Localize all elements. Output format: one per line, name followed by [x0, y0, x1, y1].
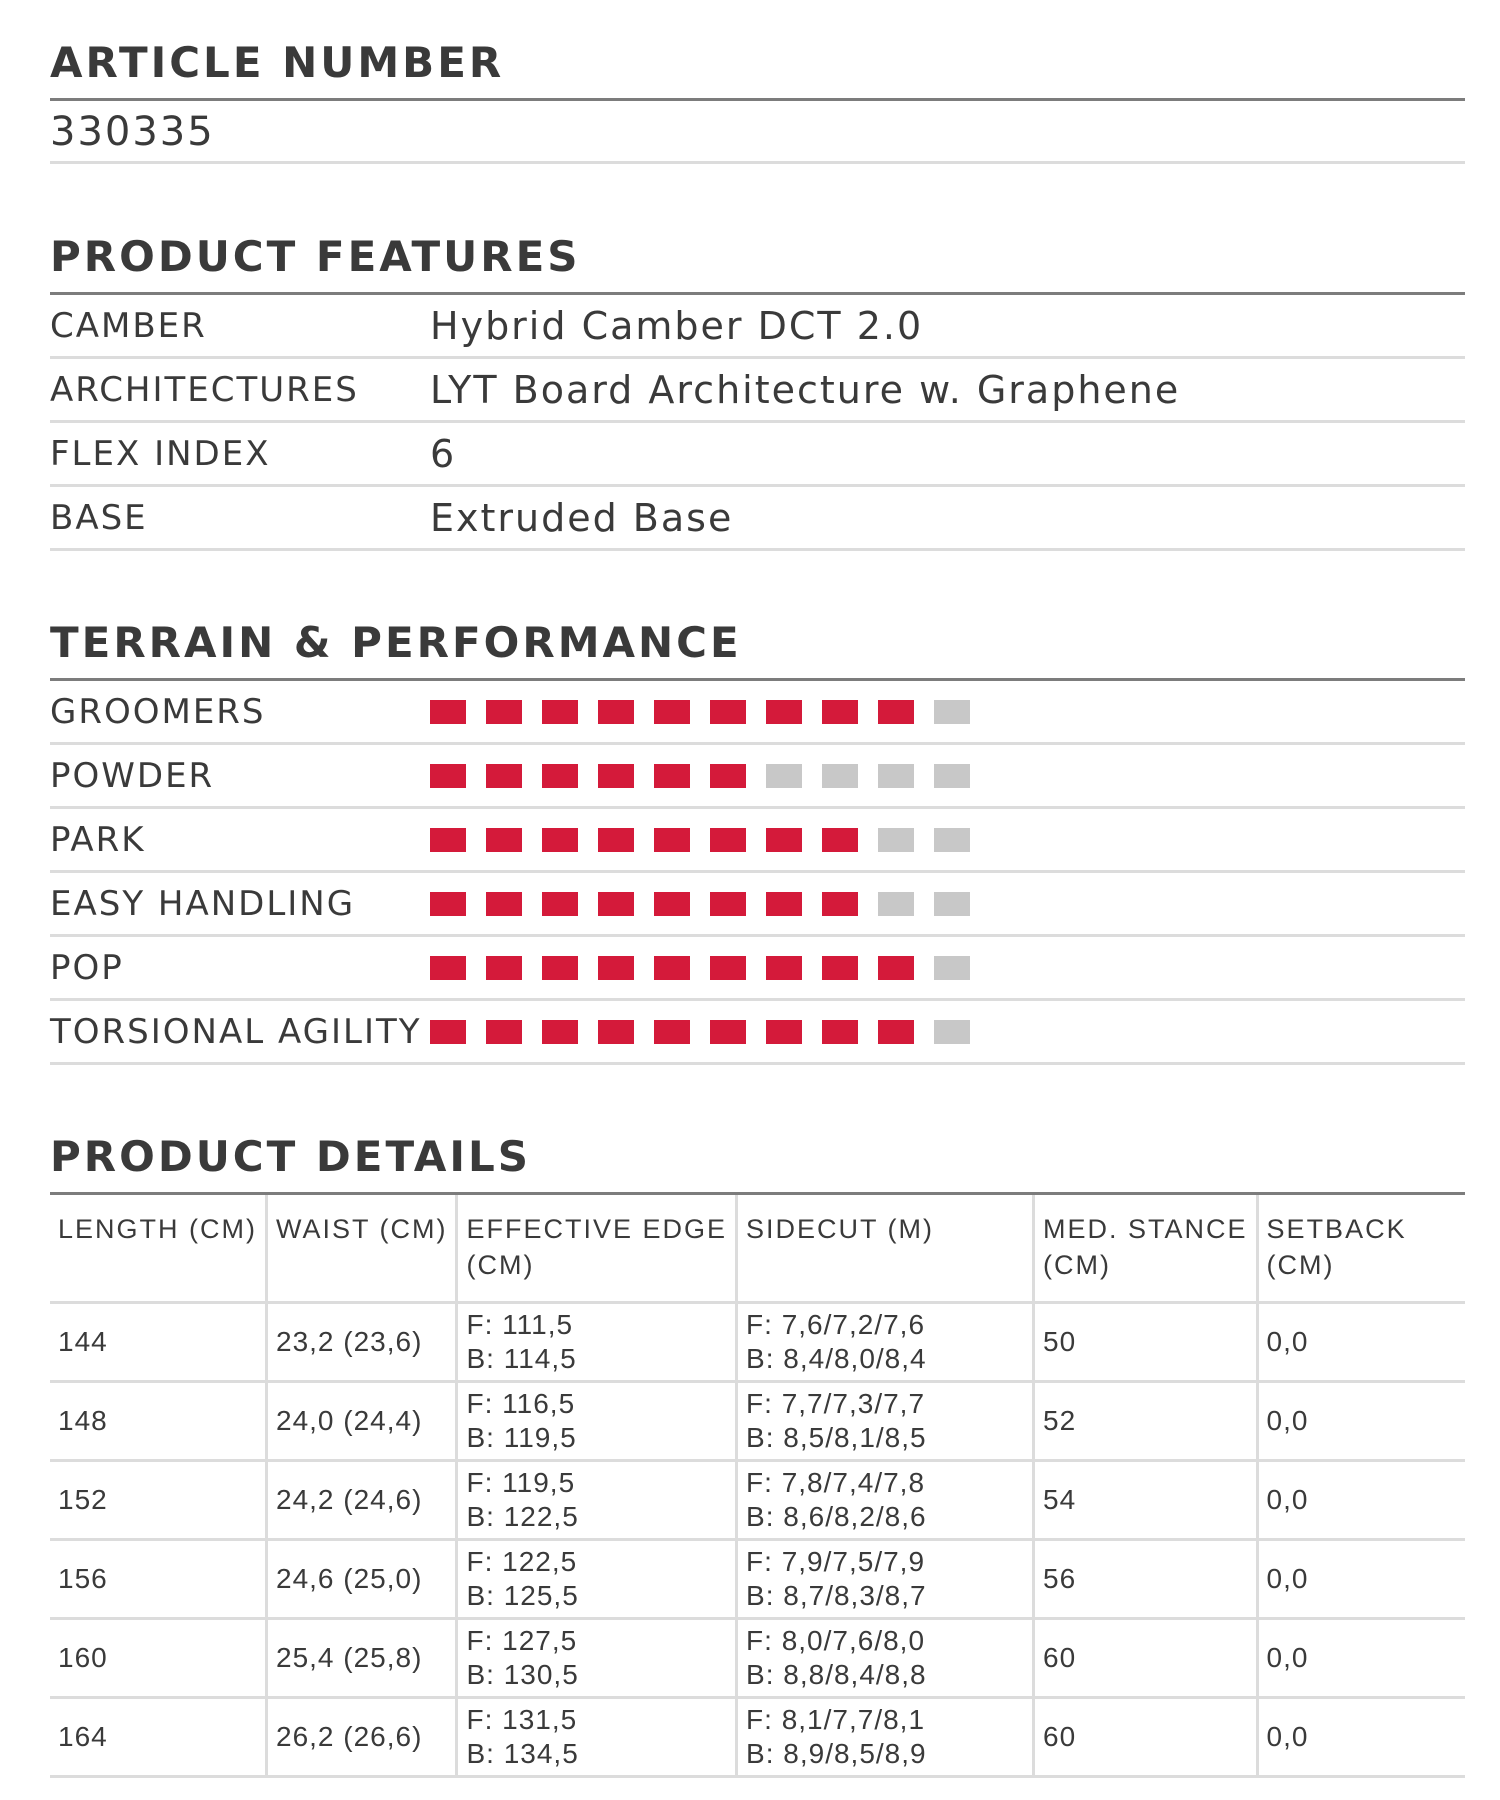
rating-square-filled	[542, 700, 578, 724]
terrain-row-easy-handling	[50, 873, 1465, 934]
rating-square-filled	[430, 956, 466, 980]
rating-square-empty	[934, 956, 970, 980]
length-cell: 144	[50, 1303, 267, 1382]
rating-square-filled	[430, 1020, 466, 1044]
terrain-row-powder	[50, 745, 1465, 806]
terrain-row-park	[50, 809, 1465, 870]
edge-front: F: 127,5	[466, 1625, 578, 1656]
terrain-heading: TERRAIN & PERFORMANCE	[50, 618, 742, 667]
terrain-label: PARK	[50, 819, 146, 860]
column-header-length	[50, 1195, 267, 1303]
rating-square-empty	[766, 764, 802, 788]
rating-square-filled	[598, 828, 634, 852]
stance-cell: 60	[1034, 1698, 1258, 1777]
effective-edge-cell	[457, 1698, 737, 1777]
effective-edge-cell	[457, 1303, 737, 1382]
column-header-line: LENGTH (CM)	[58, 1214, 257, 1244]
article-heading: ARTICLE NUMBER	[50, 38, 505, 87]
sidecut-back: B: 8,7/8,3/8,7	[746, 1580, 927, 1611]
rating-square-filled	[542, 892, 578, 916]
column-header-med-stance	[1034, 1195, 1258, 1303]
terrain-label: TORSIONAL AGILITY	[50, 1011, 422, 1052]
feature-value: LYT Board Architecture w. Graphene	[430, 367, 1181, 412]
sidecut-cell	[737, 1619, 1034, 1698]
column-header-line: MED. STANCE	[1043, 1214, 1248, 1244]
edge-back: B: 114,5	[466, 1343, 577, 1374]
rating-square-filled	[654, 956, 690, 980]
column-header-line: (CM)	[466, 1250, 535, 1280]
terrain-label: POWDER	[50, 755, 215, 796]
sidecut-cell	[737, 1698, 1034, 1777]
rating-square-filled	[654, 700, 690, 724]
rating-bar	[430, 892, 970, 916]
stance-cell: 56	[1034, 1540, 1258, 1619]
feature-value: Extruded Base	[430, 495, 734, 540]
setback-cell: 0,0	[1257, 1698, 1465, 1777]
rating-square-filled	[878, 700, 914, 724]
column-header-setback	[1257, 1195, 1465, 1303]
setback-cell: 0,0	[1257, 1461, 1465, 1540]
feature-row-flex-index	[50, 423, 1465, 484]
rating-bar	[430, 700, 970, 724]
terrain-list	[50, 681, 1465, 1065]
rating-square-filled	[430, 828, 466, 852]
waist-cell: 24,0 (24,4)	[267, 1382, 457, 1461]
rating-square-filled	[486, 956, 522, 980]
divider	[50, 161, 1465, 164]
terrain-row-torsional-agility	[50, 1001, 1465, 1062]
rating-square-empty	[878, 764, 914, 788]
edge-back: B: 122,5	[466, 1501, 579, 1532]
rating-square-filled	[542, 956, 578, 980]
rating-square-filled	[486, 700, 522, 724]
waist-cell: 24,6 (25,0)	[267, 1540, 457, 1619]
edge-front: F: 131,5	[466, 1704, 578, 1735]
rating-bar	[430, 956, 970, 980]
sidecut-front: F: 7,7/7,3/7,7	[746, 1388, 926, 1419]
column-header-line: SIDECUT (M)	[746, 1214, 935, 1244]
length-cell: 164	[50, 1698, 267, 1777]
rating-square-filled	[486, 828, 522, 852]
table-row	[50, 1540, 1465, 1619]
effective-edge-cell	[457, 1382, 737, 1461]
features-list	[50, 295, 1465, 551]
rating-square-filled	[430, 892, 466, 916]
rating-square-filled	[878, 956, 914, 980]
sidecut-back: B: 8,5/8,1/8,5	[746, 1422, 927, 1453]
feature-label: ARCHITECTURES	[50, 369, 359, 410]
column-header-effective-edge	[457, 1195, 737, 1303]
terrain-row-pop	[50, 937, 1465, 998]
feature-row-architectures	[50, 359, 1465, 420]
column-header-line: WAIST (CM)	[276, 1214, 448, 1244]
waist-cell: 24,2 (24,6)	[267, 1461, 457, 1540]
rating-square-empty	[934, 764, 970, 788]
rating-square-empty	[934, 828, 970, 852]
rating-square-empty	[878, 892, 914, 916]
edge-back: B: 130,5	[466, 1659, 579, 1690]
terrain-row-groomers	[50, 681, 1465, 742]
edge-back: B: 134,5	[466, 1738, 579, 1769]
rating-square-filled	[710, 764, 746, 788]
rating-bar	[430, 764, 970, 788]
rating-square-filled	[486, 1020, 522, 1044]
table-row	[50, 1698, 1465, 1777]
rating-square-filled	[878, 1020, 914, 1044]
rating-square-filled	[822, 1020, 858, 1044]
rating-square-filled	[710, 956, 746, 980]
table-header-row	[50, 1195, 1465, 1303]
sidecut-front: F: 7,8/7,4/7,8	[746, 1467, 926, 1498]
rating-square-filled	[598, 956, 634, 980]
feature-label: CAMBER	[50, 305, 207, 346]
rating-square-filled	[430, 700, 466, 724]
column-header-line: EFFECTIVE EDGE	[466, 1214, 728, 1244]
rating-square-filled	[542, 828, 578, 852]
details-heading: PRODUCT DETAILS	[50, 1132, 531, 1181]
feature-row-base	[50, 487, 1465, 548]
rating-square-empty	[934, 1020, 970, 1044]
rating-square-filled	[766, 1020, 802, 1044]
terrain-label: POP	[50, 947, 124, 988]
waist-cell: 25,4 (25,8)	[267, 1619, 457, 1698]
table-body	[50, 1303, 1465, 1777]
rating-square-filled	[598, 700, 634, 724]
terrain-label: EASY HANDLING	[50, 883, 356, 924]
effective-edge-cell	[457, 1540, 737, 1619]
rating-square-filled	[654, 764, 690, 788]
edge-back: B: 119,5	[466, 1422, 577, 1453]
rating-square-filled	[542, 764, 578, 788]
rating-square-filled	[766, 828, 802, 852]
terrain-label: GROOMERS	[50, 691, 266, 732]
sidecut-front: F: 8,1/7,7/8,1	[746, 1704, 926, 1735]
terrain-section	[50, 618, 1465, 1065]
rating-square-filled	[598, 1020, 634, 1044]
article-section	[50, 38, 1465, 164]
setback-cell: 0,0	[1257, 1619, 1465, 1698]
edge-front: F: 111,5	[466, 1309, 574, 1340]
divider	[50, 548, 1465, 551]
stance-cell: 52	[1034, 1382, 1258, 1461]
rating-square-filled	[822, 956, 858, 980]
edge-front: F: 122,5	[466, 1546, 578, 1577]
details-section	[50, 1132, 1465, 1778]
rating-square-filled	[710, 828, 746, 852]
edge-back: B: 125,5	[466, 1580, 579, 1611]
rating-square-filled	[766, 956, 802, 980]
rating-square-filled	[710, 892, 746, 916]
sidecut-back: B: 8,6/8,2/8,6	[746, 1501, 927, 1532]
sidecut-back: B: 8,9/8,5/8,9	[746, 1738, 927, 1769]
setback-cell: 0,0	[1257, 1382, 1465, 1461]
rating-square-filled	[598, 764, 634, 788]
rating-square-filled	[486, 892, 522, 916]
table-row	[50, 1461, 1465, 1540]
rating-square-filled	[430, 764, 466, 788]
stance-cell: 54	[1034, 1461, 1258, 1540]
divider	[50, 1062, 1465, 1065]
features-section	[50, 232, 1465, 551]
column-header-line: (CM)	[1043, 1250, 1112, 1280]
details-table	[50, 1195, 1465, 1778]
rating-square-filled	[822, 700, 858, 724]
sidecut-front: F: 8,0/7,6/8,0	[746, 1625, 926, 1656]
column-header-waist	[267, 1195, 457, 1303]
table-row	[50, 1382, 1465, 1461]
rating-square-filled	[766, 700, 802, 724]
sidecut-back: B: 8,8/8,4/8,8	[746, 1659, 927, 1690]
length-cell: 156	[50, 1540, 267, 1619]
edge-front: F: 116,5	[466, 1388, 576, 1419]
feature-row-camber	[50, 295, 1465, 356]
waist-cell: 23,2 (23,6)	[267, 1303, 457, 1382]
waist-cell: 26,2 (26,6)	[267, 1698, 457, 1777]
rating-square-filled	[654, 1020, 690, 1044]
rating-square-empty	[934, 700, 970, 724]
rating-square-filled	[486, 764, 522, 788]
feature-value: 6	[430, 431, 457, 476]
rating-square-filled	[654, 892, 690, 916]
sidecut-cell	[737, 1303, 1034, 1382]
rating-square-filled	[822, 892, 858, 916]
rating-square-filled	[654, 828, 690, 852]
table-row	[50, 1303, 1465, 1382]
stance-cell: 60	[1034, 1619, 1258, 1698]
rating-square-filled	[710, 1020, 746, 1044]
edge-front: F: 119,5	[466, 1467, 576, 1498]
effective-edge-cell	[457, 1461, 737, 1540]
feature-label: BASE	[50, 497, 148, 538]
setback-cell: 0,0	[1257, 1303, 1465, 1382]
rating-bar	[430, 828, 970, 852]
features-heading: PRODUCT FEATURES	[50, 232, 581, 281]
feature-label: FLEX INDEX	[50, 433, 271, 474]
rating-square-filled	[598, 892, 634, 916]
sidecut-back: B: 8,4/8,0/8,4	[746, 1343, 927, 1374]
sidecut-front: F: 7,9/7,5/7,9	[746, 1546, 926, 1577]
rating-square-filled	[822, 828, 858, 852]
effective-edge-cell	[457, 1619, 737, 1698]
column-header-sidecut	[737, 1195, 1034, 1303]
rating-square-empty	[878, 828, 914, 852]
sidecut-cell	[737, 1461, 1034, 1540]
column-header-line: (CM)	[1266, 1250, 1335, 1280]
sidecut-front: F: 7,6/7,2/7,6	[746, 1309, 926, 1340]
length-cell: 160	[50, 1619, 267, 1698]
rating-square-empty	[822, 764, 858, 788]
table-row	[50, 1619, 1465, 1698]
article-number: 330335	[50, 109, 215, 155]
rating-square-filled	[710, 700, 746, 724]
rating-bar	[430, 1020, 970, 1044]
setback-cell: 0,0	[1257, 1540, 1465, 1619]
rating-square-filled	[542, 1020, 578, 1044]
length-cell: 148	[50, 1382, 267, 1461]
rating-square-empty	[934, 892, 970, 916]
column-header-line: SETBACK	[1266, 1214, 1407, 1244]
feature-value: Hybrid Camber DCT 2.0	[430, 303, 924, 348]
rating-square-filled	[766, 892, 802, 916]
length-cell: 152	[50, 1461, 267, 1540]
stance-cell: 50	[1034, 1303, 1258, 1382]
sidecut-cell	[737, 1382, 1034, 1461]
sidecut-cell	[737, 1540, 1034, 1619]
